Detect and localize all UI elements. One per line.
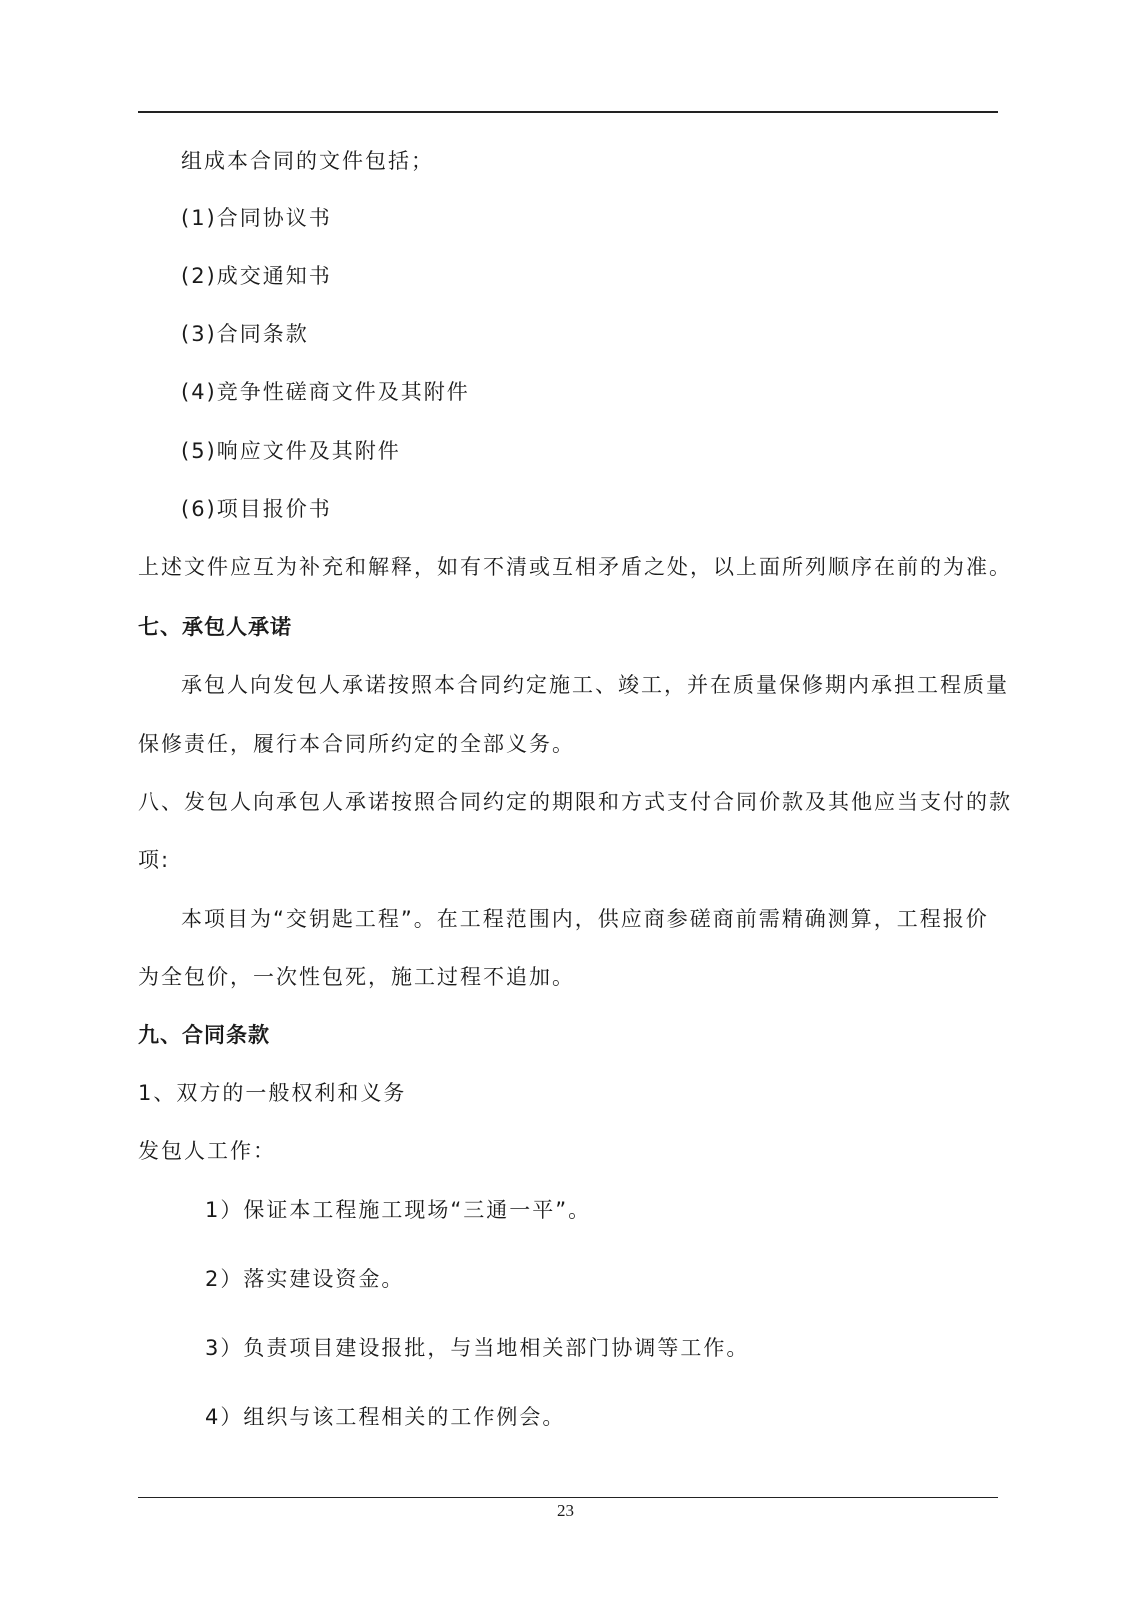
- precedence-paragraph: 上述文件应互为补充和解释，如有不清或互相矛盾之处，以上面所列顺序在前的为准。: [138, 555, 1012, 579]
- turnkey-paragraph-line-1: 本项目为“交钥匙工程”。在工程范围内，供应商参磋商前需精确测算，工程报价: [181, 907, 989, 931]
- list-item-clauses: (3)合同条款: [181, 322, 309, 346]
- turnkey-paragraph-line-2: 为全包价，一次性包死，施工过程不追加。: [138, 965, 575, 989]
- employer-duty-1: 1）保证本工程施工现场“三通一平”。: [205, 1198, 592, 1222]
- employer-duties-label: 发包人工作：: [138, 1139, 276, 1163]
- header-rule: [138, 111, 998, 113]
- list-item-agreement: (1)合同协议书: [181, 206, 332, 230]
- contractor-commitment-line-1: 承包人向发包人承诺按照本合同约定施工、竣工，并在质量保修期内承担工程质量: [181, 673, 1009, 697]
- employer-duty-4: 4）组织与该工程相关的工作例会。: [205, 1405, 566, 1429]
- section-heading-8-line-1: 八、发包人向承包人承诺按照合同约定的期限和方式支付合同价款及其他应当支付的款: [138, 790, 1012, 814]
- subsection-heading-1: 1、双方的一般权利和义务: [138, 1081, 407, 1105]
- employer-duty-2: 2）落实建设资金。: [205, 1267, 405, 1291]
- footer-rule: [138, 1497, 998, 1498]
- section-heading-8-line-2: 项:: [138, 848, 171, 872]
- page-number: 23: [557, 1501, 574, 1520]
- list-item-response-docs: (5)响应文件及其附件: [181, 439, 401, 463]
- employer-duty-3: 3）负责项目建设报批，与当地相关部门协调等工作。: [205, 1336, 750, 1360]
- list-item-quotation: (6)项目报价书: [181, 497, 332, 521]
- contractor-commitment-line-2: 保修责任，履行本合同所约定的全部义务。: [138, 732, 575, 756]
- list-item-consultation-docs: (4)竞争性磋商文件及其附件: [181, 380, 470, 404]
- list-item-notice: (2)成交通知书: [181, 264, 332, 288]
- section-heading-7: 七、承包人承诺: [138, 615, 292, 639]
- contract-documents-intro: 组成本合同的文件包括；: [181, 149, 434, 173]
- section-heading-9: 九、合同条款: [138, 1023, 270, 1047]
